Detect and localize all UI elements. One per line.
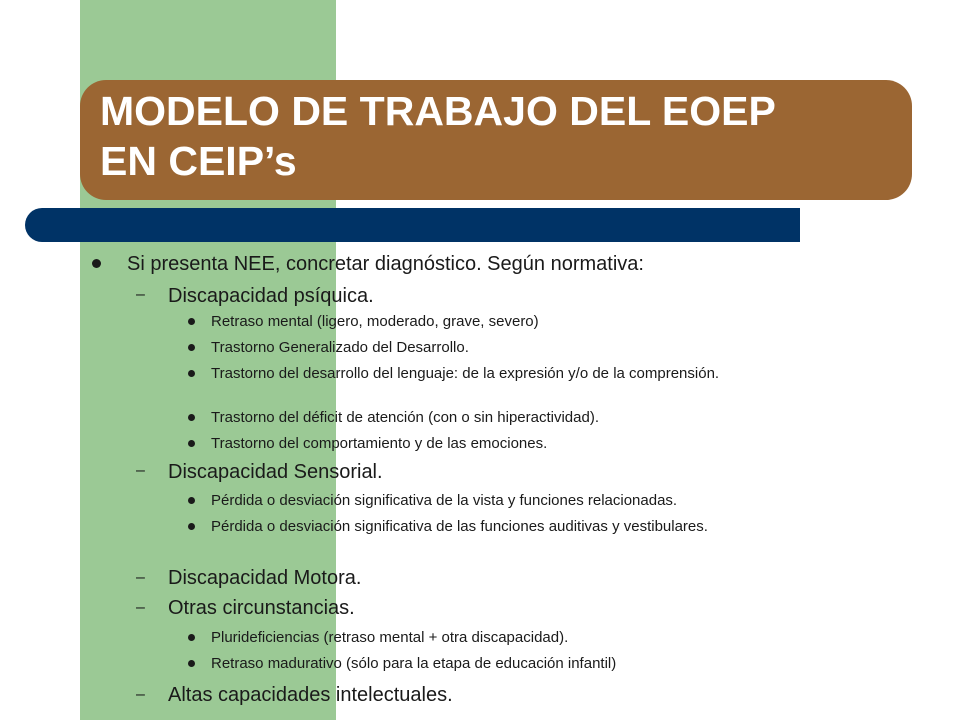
main-bullet: Si presenta NEE, concretar diagnóstico. Según normativa: [127, 253, 644, 275]
bullet-icon [92, 259, 101, 268]
list-item: Retraso madurativo (sólo para la etapa de educación infantil) [211, 655, 617, 672]
sub-heading-sensorial: Discapacidad Sensorial. [168, 461, 383, 483]
bullet-icon [188, 414, 195, 421]
sub-heading-psiquica: Discapacidad psíquica. [168, 285, 374, 307]
list-item: Retraso mental (ligero, moderado, grave, severo) [211, 313, 539, 330]
bullet-icon [188, 344, 195, 351]
list-item: Trastorno del déficit de atención (con o sin hiperactividad). [211, 409, 599, 426]
bullet-icon [188, 318, 195, 325]
bullet-icon [188, 660, 195, 667]
slide-title-line2: EN CEIP’s [100, 138, 297, 184]
bullet-icon [188, 440, 195, 447]
dash-icon: – [136, 599, 145, 616]
dash-icon: – [136, 462, 145, 479]
sub-heading-altas: Altas capacidades intelectuales. [168, 684, 453, 706]
dash-icon: – [136, 686, 145, 703]
slide-title-line1: MODELO DE TRABAJO DEL EOEP [100, 88, 776, 134]
list-item: Pérdida o desviación significativa de las funciones auditivas y vestibulares. [211, 518, 708, 535]
bullet-icon [188, 523, 195, 530]
bullet-icon [188, 497, 195, 504]
bullet-icon [188, 370, 195, 377]
list-item: Pérdida o desviación significativa de la vista y funciones relacionadas. [211, 492, 678, 509]
dash-icon: – [136, 286, 145, 303]
sub-heading-motora: Discapacidad Motora. [168, 567, 362, 589]
dash-icon: – [136, 569, 145, 586]
sub-heading-otras: Otras circunstancias. [168, 597, 355, 619]
list-item: Trastorno del desarrollo del lenguaje: de la expresión y/o de la comprensión. [211, 365, 720, 382]
list-item: Trastorno Generalizado del Desarrollo. [211, 339, 469, 356]
list-item: Trastorno del comportamiento y de las emociones. [211, 435, 548, 452]
bullet-icon [188, 634, 195, 641]
list-item: Plurideficiencias (retraso mental + otra discapacidad). [211, 629, 569, 646]
